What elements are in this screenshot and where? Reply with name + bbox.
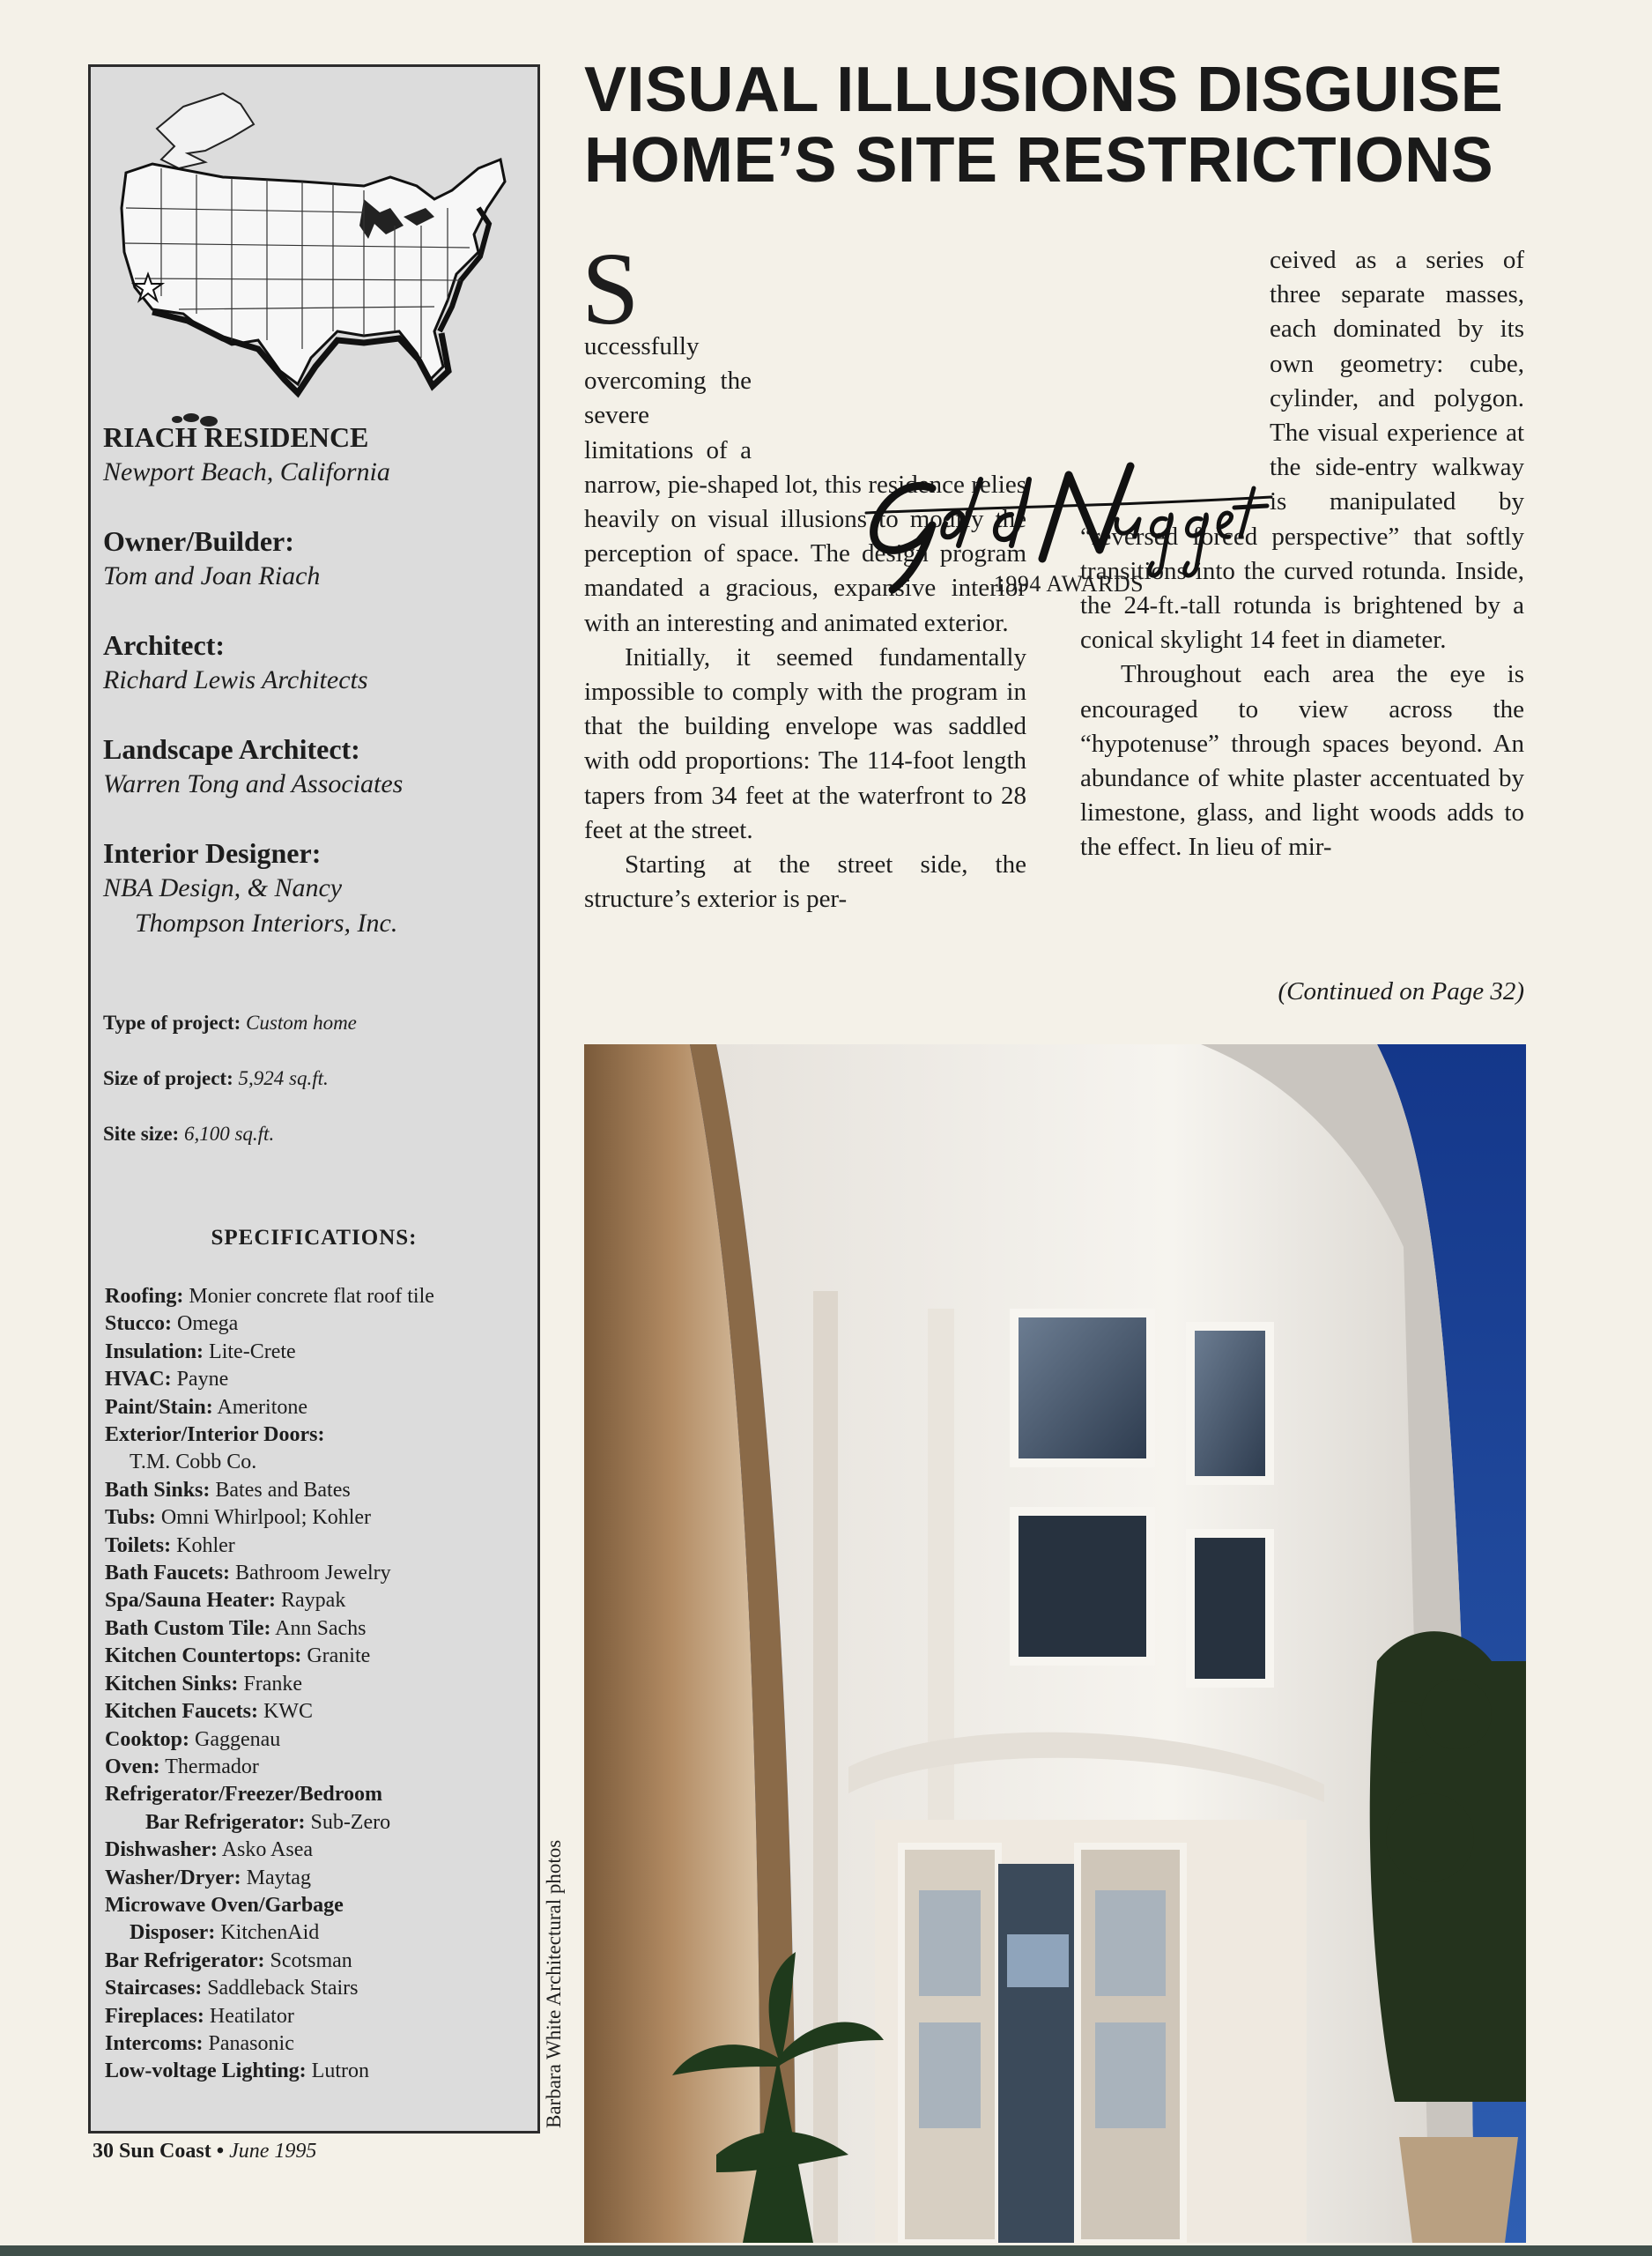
- spec-label: Kitchen Faucets:: [105, 1700, 258, 1724]
- spec-label: Roofing:: [105, 1285, 184, 1308]
- paragraph: Throughout each area the eye is encouraged to view across the “hypotenuse” through spaces beyond. An abundance of white plaster accentuated by limestone, glass, and light woods adds to the effect. In lieu of mir-: [1080, 660, 1524, 862]
- spec-value: Franke: [243, 1672, 303, 1696]
- spec-label: Insulation:: [105, 1340, 204, 1363]
- spec-label: Bath Custom Tile:: [105, 1616, 271, 1640]
- spec-value: Ann Sachs: [275, 1616, 367, 1640]
- headline-line: HOME’S SITE RESTRICTIONS: [584, 125, 1494, 196]
- photo-credit: Barbara White Architectural photos: [543, 1839, 565, 2128]
- spec-value: KitchenAid: [220, 1921, 320, 1945]
- spec-value: Scotsman: [270, 1948, 352, 1972]
- spec-item: [105, 1865, 528, 1892]
- paragraph: Initially, it seemed fundamentally impossible to comply with the program in that the building envelope was saddled with odd proportions: The 114-foot length tapers from 34 feet at the waterfront to 28 feet at the street.: [584, 642, 1026, 844]
- spec-value: Lutron: [311, 2059, 369, 2083]
- spec-label: Exterior/Interior Doors:: [105, 1423, 325, 1447]
- spec-label: HVAC:: [105, 1368, 172, 1391]
- spec-item: [105, 1948, 528, 1975]
- paragraph: Starting at the street side, the structure’s exterior is per-: [584, 850, 1026, 914]
- spec-item: [105, 1726, 528, 1754]
- spec-value: Ameritone: [217, 1395, 308, 1419]
- spec-value: Omega: [176, 1312, 239, 1336]
- spec-item: [105, 1283, 528, 1310]
- spec-label: Disposer:: [130, 1921, 216, 1945]
- spec-item: [105, 1643, 528, 1670]
- spec-item: [105, 2058, 528, 2085]
- headline-line: VISUAL ILLUSIONS DISGUISE: [584, 55, 1504, 125]
- spec-label: Bar Refrigerator:: [105, 1948, 265, 1972]
- spec-label: Toilets:: [105, 1533, 172, 1557]
- project-sidebar: [88, 64, 540, 2134]
- project-location: Newport Beach, California: [103, 457, 390, 486]
- spec-value: KWC: [263, 1700, 313, 1724]
- spec-value: Sub-Zero: [310, 1810, 391, 1834]
- spec-value: Heatilator: [209, 2004, 294, 2028]
- spec-label: Stucco:: [105, 1312, 172, 1336]
- spec-label: Microwave Oven/Garbage: [105, 1893, 344, 1917]
- drop-cap: S: [582, 231, 640, 346]
- spec-label: Intercoms:: [105, 2031, 204, 2055]
- spec-item: [105, 2030, 528, 2058]
- credit-label: Architect:: [103, 629, 225, 661]
- article-headline: [584, 55, 1571, 196]
- spec-value: Lite-Crete: [209, 1340, 296, 1363]
- spec-label: Refrigerator/Freezer/Bedroom: [105, 1783, 382, 1807]
- spec-item: [105, 2003, 528, 2030]
- spec-label: Staircases:: [105, 1977, 203, 2000]
- spec-item: [105, 1919, 528, 1947]
- credit-label: Owner/Builder:: [103, 525, 294, 557]
- us-map-icon: [100, 76, 522, 455]
- spec-value: Omni Whirlpool; Kohler: [160, 1506, 372, 1530]
- specs-list: [105, 1283, 528, 2086]
- page-footer: [93, 2140, 316, 2163]
- credit-value: NBA Design, & Nancy: [103, 873, 343, 902]
- specs-heading: SPECIFICATIONS:: [211, 1226, 418, 1250]
- page-number: 30: [93, 2140, 114, 2163]
- fact-type: Type of project: Custom home: [103, 1012, 357, 1034]
- spec-value: Panasonic: [208, 2031, 294, 2055]
- spec-label: Spa/Sauna Heater:: [105, 1589, 277, 1613]
- credit-value: Thompson Interiors, Inc.: [135, 909, 398, 938]
- spec-item: [105, 1781, 528, 1808]
- credit-label: Landscape Architect:: [103, 733, 360, 765]
- spec-value: Saddleback Stairs: [207, 1977, 359, 2000]
- credit-value: Richard Lewis Architects: [103, 665, 368, 694]
- credit-value: Tom and Joan Riach: [103, 561, 321, 590]
- project-facts: [103, 1006, 526, 1172]
- spec-value: Raypak: [281, 1589, 346, 1613]
- house-photo: [584, 1044, 1526, 2243]
- issue-date: June 1995: [229, 2140, 317, 2163]
- spec-item: [105, 1698, 528, 1725]
- footer-bullet: •: [216, 2140, 225, 2163]
- spec-value: Kohler: [176, 1533, 235, 1557]
- spec-item: [105, 1975, 528, 2002]
- spec-value: Thermador: [165, 1755, 259, 1778]
- credit-architect: [103, 627, 530, 698]
- spec-item: [105, 1615, 528, 1643]
- spec-item: [105, 1394, 528, 1421]
- spec-label: Bath Faucets:: [105, 1562, 230, 1585]
- bottom-edge-bar: [0, 2245, 1652, 2256]
- project-name: RIACH RESIDENCE: [103, 421, 369, 453]
- spec-item: [105, 1366, 528, 1393]
- spec-label: Kitchen Countertops:: [105, 1644, 302, 1668]
- spec-value: Monier concrete flat roof tile: [189, 1285, 434, 1308]
- spec-item: [105, 1532, 528, 1560]
- spec-item: [105, 1504, 528, 1532]
- spec-label: Washer/Dryer:: [105, 1866, 241, 1889]
- spec-item: [105, 1310, 528, 1338]
- credit-owner: [103, 523, 530, 594]
- spec-label: Bath Sinks:: [105, 1478, 211, 1502]
- fact-size: Size of project: 5,924 sq.ft.: [103, 1067, 329, 1089]
- spec-value: Maytag: [246, 1866, 311, 1889]
- spec-label: Kitchen Sinks:: [105, 1672, 239, 1696]
- spec-label: Cooktop:: [105, 1727, 190, 1751]
- paragraph-continued: ceived as a series of three separate masses, each dominated by its own geometry: cube, cylinder, and polygon. The visual experience at the side-entry walkway is manipulated by “reversed forced perspective” that softly transitions into the curved rotunda. Inside, the 24-ft.-tall rotunda is brightened by a conical skylight 14 feet in diameter.: [1080, 246, 1524, 655]
- credit-interior: [103, 835, 530, 941]
- continued-note: (Continued on Page 32): [1278, 977, 1524, 1006]
- spec-value: Bates and Bates: [215, 1478, 351, 1502]
- fact-site: Site size: 6,100 sq.ft.: [103, 1123, 275, 1145]
- spec-value: Gaggenau: [195, 1727, 281, 1751]
- spec-item: [105, 1837, 528, 1864]
- spec-item: [105, 1421, 528, 1449]
- spec-item: [105, 1671, 528, 1698]
- spec-item: T.M. Cobb Co.: [130, 1451, 257, 1474]
- paragraph: uccessfully overcoming the severe limitations of a narrow, pie-shaped lot, this residence relies heavily on visual illusions to modify the perception of space. The design program mandated a gracious, expansive interior with an interesting and animated exterior.: [584, 332, 1026, 637]
- spec-label: Fireplaces:: [105, 2004, 204, 2028]
- spec-value: Payne: [176, 1368, 229, 1391]
- spec-item: [105, 1892, 528, 1919]
- spec-label: Low-voltage Lighting:: [105, 2059, 307, 2083]
- spec-item: [105, 1477, 528, 1504]
- spec-label: Dishwasher:: [105, 1838, 219, 1862]
- credit-landscape: [103, 731, 530, 802]
- spec-label: Oven:: [105, 1755, 160, 1778]
- award-caption: 1994 AWARDS: [993, 571, 1145, 597]
- spec-label: Bar Refrigerator:: [145, 1810, 306, 1834]
- credit-value: Warren Tong and Associates: [103, 769, 404, 798]
- spec-item: [105, 1560, 528, 1587]
- spec-label: Paint/Stain:: [105, 1395, 213, 1419]
- spec-label: Tubs:: [105, 1506, 156, 1530]
- spec-item: [105, 1809, 528, 1837]
- spec-value: Granite: [307, 1644, 371, 1668]
- spec-item: [105, 1754, 528, 1781]
- spec-value: Bathroom Jewelry: [234, 1562, 391, 1585]
- spec-item: [105, 1587, 528, 1614]
- credit-label: Interior Designer:: [103, 837, 322, 869]
- spec-value: Asko Asea: [221, 1838, 314, 1862]
- spec-item: [105, 1339, 528, 1366]
- magazine-name: Sun Coast: [119, 2140, 211, 2163]
